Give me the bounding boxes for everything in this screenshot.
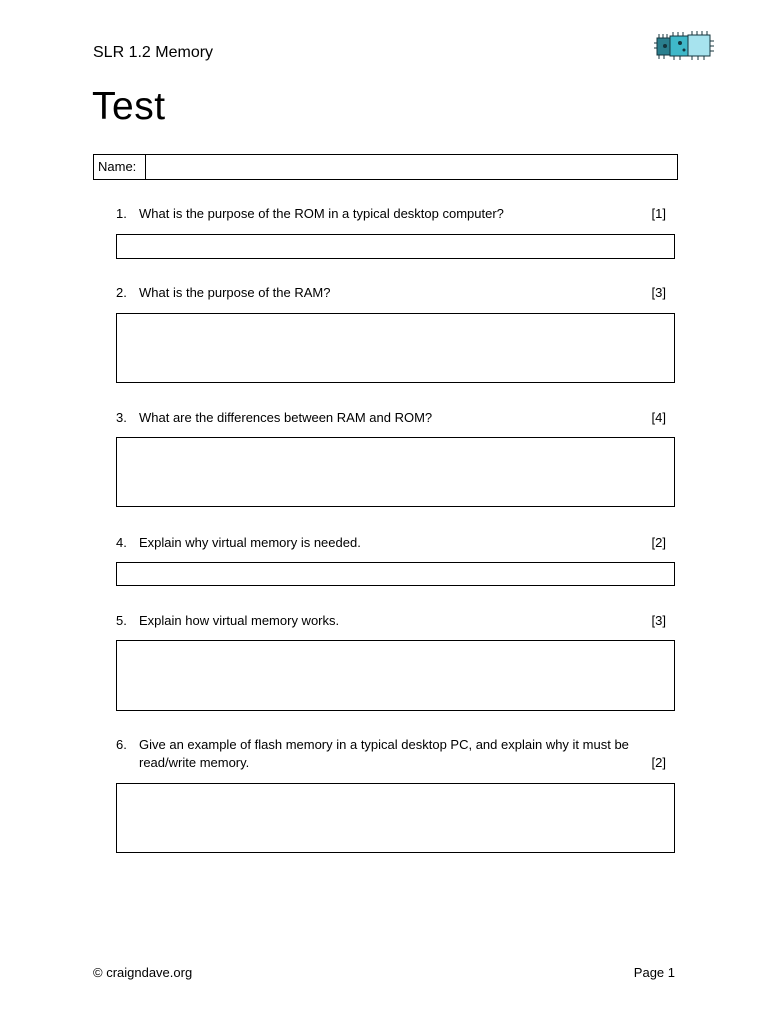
document-header-title: SLR 1.2 Memory xyxy=(93,44,214,61)
question-number: 1. xyxy=(116,206,127,221)
question-marks: [1] xyxy=(651,206,666,221)
footer-page-number: Page 1 xyxy=(633,965,675,980)
answer-box-2[interactable] xyxy=(116,313,675,383)
footer-copyright: © craigndave.org xyxy=(93,965,193,980)
question-text: What are the differences between RAM and ROM? xyxy=(139,410,433,425)
answer-box-4[interactable] xyxy=(116,562,675,586)
question-number: 4. xyxy=(116,535,127,550)
question-number: 6. xyxy=(116,737,127,752)
question-marks: [4] xyxy=(651,410,666,425)
question-3 xyxy=(116,409,676,427)
question-number: 5. xyxy=(116,613,127,628)
question-marks: [3] xyxy=(651,285,666,300)
answer-box-5[interactable] xyxy=(116,640,675,711)
question-marks: [2] xyxy=(651,755,666,770)
question-text: What is the purpose of the RAM? xyxy=(139,285,331,300)
question-2 xyxy=(116,284,676,302)
answer-box-1[interactable] xyxy=(116,234,675,259)
name-label: Name: xyxy=(94,155,146,179)
question-6 xyxy=(116,736,676,772)
question-1 xyxy=(116,205,676,223)
question-marks: [3] xyxy=(651,613,666,628)
question-text: Explain why virtual memory is needed. xyxy=(139,535,361,550)
question-marks: [2] xyxy=(651,535,666,550)
answer-box-3[interactable] xyxy=(116,437,675,507)
question-number: 3. xyxy=(116,410,127,425)
page-title: Test xyxy=(92,85,166,128)
memory-chips-logo-icon xyxy=(654,31,716,61)
name-field[interactable] xyxy=(146,155,677,179)
question-number: 2. xyxy=(116,285,127,300)
question-text: Explain how virtual memory works. xyxy=(139,613,340,628)
question-text: Give an example of flash memory in a typical desktop PC, and explain why it must be read/write memory. xyxy=(139,737,629,770)
question-text: What is the purpose of the ROM in a typical desktop computer? xyxy=(139,206,504,221)
question-5 xyxy=(116,612,676,630)
name-row xyxy=(93,154,678,180)
answer-box-6[interactable] xyxy=(116,783,675,853)
question-4 xyxy=(116,534,676,552)
